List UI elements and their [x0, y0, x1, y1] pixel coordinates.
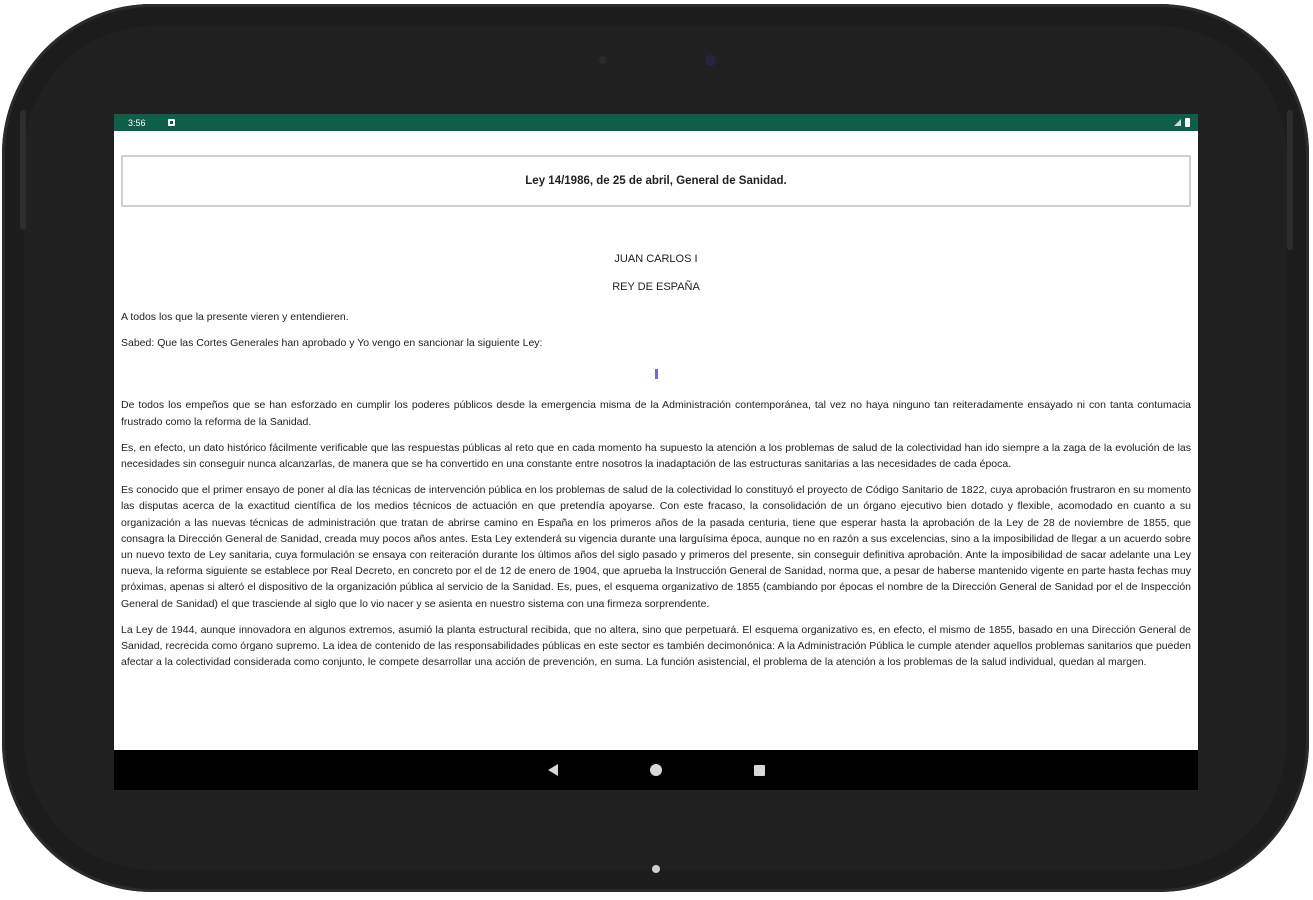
camera-icon	[705, 55, 716, 66]
document-view[interactable]	[114, 155, 1198, 670]
paragraph-greeting: A todos los que la presente vieren y entendieren.	[121, 311, 349, 323]
side-button-left	[20, 110, 26, 230]
sensor-icon	[599, 56, 607, 64]
status-time: 3:56	[128, 117, 146, 128]
home-icon[interactable]	[650, 764, 662, 776]
document-title-text: Ley 14/1986, de 25 de abril, General de Sanidad.	[525, 175, 787, 187]
recent-apps-icon[interactable]	[754, 765, 765, 776]
back-icon[interactable]	[548, 764, 558, 776]
side-button-right	[1287, 110, 1293, 250]
king-name: JUAN CARLOS I	[614, 253, 698, 265]
king-title: REY DE ESPAÑA	[612, 281, 700, 293]
paragraph: Es, en efecto, un dato histórico fácilmente verificable que las respuestas públicas al reto que en cada momento ha supuesto la atención a los problemas de salud de la colectividad han ido siempre a la zaga de la evolución de las necesidades sin conseguir nunca alcanzarlas, de manera que se ha convertido en una constante entre nosotros la inadaptación de las estructuras sanitarias a las necesidades de cada época.	[121, 441, 1191, 471]
signal-icon	[1174, 119, 1181, 126]
document-title	[121, 155, 1191, 207]
status-bar	[114, 114, 1198, 131]
notification-icon	[168, 119, 175, 126]
navigation-bar	[114, 750, 1198, 790]
paragraph-sabed: Sabed: Que las Cortes Generales han aprobado y Yo vengo en sancionar la siguiente Ley:	[121, 337, 543, 350]
text-cursor-icon	[655, 369, 658, 379]
paragraph: De todos los empeños que se han esforzado en cumplir los poderes públicos desde la emergencia misma de la Administración contemporánea, tal vez no haya ninguno tan reiteradamente ensayado ni con tanta contumacia frustrado como la reforma de la Sanidad.	[121, 399, 1191, 428]
paragraph: La Ley de 1944, aunque innovadora en algunos extremos, asumió la planta estructural recibida, que no altera, sino que perpetuará. El esquema organizativo es, en efecto, el mismo de 1855, basado en una Dirección General de Sanidad, recrecida como órgano supremo. La idea de contenido de las responsabilidades públicas en este sector es también decimonónica: A la Administración Pública le cumple atender aquellos problemas sanitarios que pueden afectar a la colectividad considerada como conjunto, le compete desarrollar una acción de prevención, en suma. La función asistencial, el problema de la atención a los problemas de la salud individual, quedan al margen.	[121, 623, 1191, 669]
battery-icon	[1185, 118, 1190, 127]
screen	[114, 114, 1198, 790]
paragraph: Es conocido que el primer ensayo de poner al día las técnicas de intervención pública en los problemas de salud de la colectividad lo constituyó el proyecto de Código Sanitario de 1822, cuya aprobación frustraron en su momento las disputas acerca de la exactitud científica de los medios técnicos de actuación en que pretendía apoyarse. Con este fracaso, la consolidación de un órgano ejecutivo bien dotado y flexible, acomodado en cuanto a su organización a las nuevas técnicas de administración que tratan de abrirse camino en España en los primeros años de la pasada centuria, tiene que esperar hasta la aprobación de la Ley de 28 de noviembre de 1855, que consagra la Dirección General de Sanidad, creada muy pocos años antes. Esta Ley extenderá su vigencia durante una larguísima época, aunque no en razón a sus excelencias, sino a la imposibilidad de llegar a un acuerdo sobre un nuevo texto de Ley sanitaria, cuya formulación se ensaya con reiteración durante los últimos años del siglo pasado y primeros del presente, sin conseguir definitiva aprobación. Ante la imposibilidad de sacar adelante una Ley nueva, la reforma siguiente se establece por Real Decreto, en concreto por el de 12 de enero de 1904, que aprueba la Instrucción General de Sanidad, norma que, a pesar de haberse mantenido vigente en parte hasta fechas muy próximas, apenas si alteró el dispositivo de la organización pública al servicio de la Sanidad. Es, pues, el esquema organizativo de 1855 (cambiando por épocas el nombre de la Dirección General de Sanidad por el de Inspección General de Sanidad) el que trasciende al siglo que lo vio nacer y se asienta en nuestro sistema con una firmeza sorprendente.	[121, 484, 1191, 610]
home-dot-icon	[652, 865, 660, 873]
